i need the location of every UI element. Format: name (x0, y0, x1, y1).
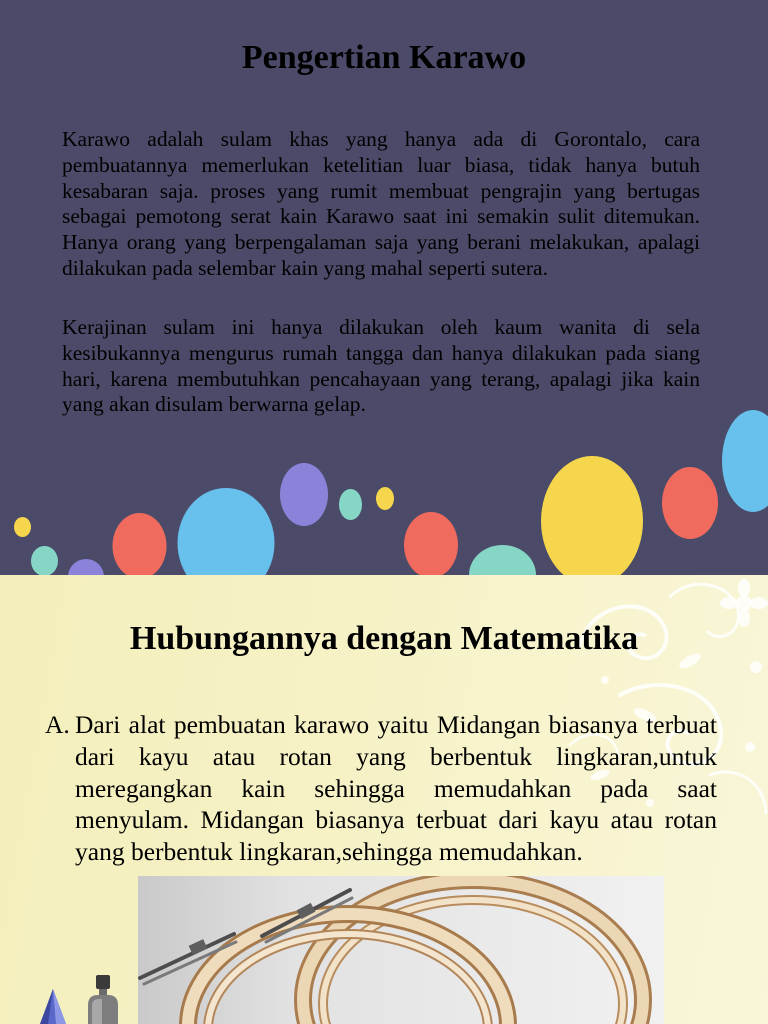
bottle-cap (96, 975, 110, 989)
flower-center (736, 595, 752, 611)
ornament-dot (601, 676, 609, 684)
body-paragraph-2: Kerajinan sulam ini hanya dilakukan oleh kaum wanita di sela kesibukannya mengurus rumah tangga dan hanya dilakukan pada siang hari, karena membutuhkan pencahayaan yang terang, apalagi jika kain yang akan disulam berwarna gelap. (62, 315, 700, 417)
flower-petal (720, 597, 738, 609)
slide-hubungannya-dengan-matematika (0, 575, 768, 1024)
slide-title: Hubungannya dengan Matematika (129, 620, 639, 657)
ornament-dot (750, 661, 762, 673)
decorative-circle (339, 489, 362, 520)
flower-petal (738, 579, 750, 597)
flower-petal (750, 597, 768, 609)
decorative-circle (68, 559, 104, 575)
decorative-circle (722, 410, 768, 512)
slide-title: Pengertian Karawo (241, 39, 527, 76)
decorative-circle (376, 487, 394, 510)
bottle-highlight (92, 999, 102, 1024)
decorative-circle (662, 467, 718, 539)
list-item-text: Dari alat pembuatan karawo yaitu Midangan biasanya terbuat dari kayu atau rotan yang berbentuk lingkaran,untuk meregangkan kain sehingga memudahkan pada saat menyulam. Midangan biasanya terbuat dari kayu atau rotan yang berbentuk lingkaran,sehingga memudahkan. (75, 710, 717, 867)
ornament-dot (745, 742, 755, 752)
embroidery-hoop-photo (138, 876, 664, 1024)
decorative-circles (0, 400, 768, 575)
decorative-circle (113, 513, 167, 575)
decorative-circle (14, 517, 31, 537)
decorative-circle (178, 488, 275, 575)
decorative-circle (280, 463, 328, 526)
list-item (45, 709, 717, 869)
decorative-circle (469, 545, 536, 575)
body-paragraph-1: Karawo adalah sulam khas yang hanya ada di Gorontalo, cara pembuatannya memerlukan ketelitian luar biasa, tidak hanya butuh kesabaran saja. proses yang rumit membuat pengrajin yang bertugas sebagai pemotong serat kain Karawo saat ini semakin sulit ditemukan. Hanya orang yang berpengalaman saja yang berani melakukan, apalagi dilakukan pada selembar kain yang mahal seperti sutera. (62, 127, 700, 280)
decorative-circle (31, 546, 58, 575)
decorative-circle (404, 512, 458, 575)
crystal-icon (40, 989, 66, 1024)
list-marker: A. (45, 710, 70, 739)
bottle-icon (88, 975, 118, 1024)
swirl (710, 772, 766, 813)
bottle-neck (99, 989, 107, 995)
decorative-circle (541, 456, 643, 575)
slide-decoration (36, 971, 126, 1024)
